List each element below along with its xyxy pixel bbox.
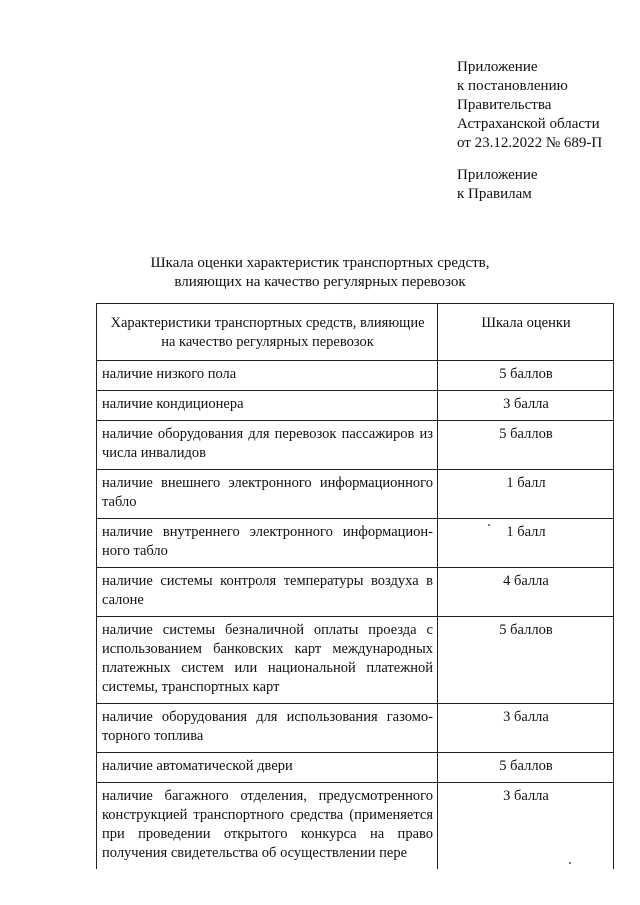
sub-header-line: Приложение	[457, 167, 538, 183]
score-cell: 4 балла	[438, 568, 614, 617]
score-cell: 1 балл	[438, 519, 614, 568]
scan-speck	[569, 862, 571, 864]
characteristic-cell: наличие оборудования для использования газомоторного топлива	[97, 704, 438, 753]
sub-header-line: к Правилам	[457, 186, 532, 202]
characteristic-cell: наличие автоматической двери	[97, 753, 438, 783]
table-row	[97, 421, 614, 470]
score-cell: 3 балла	[438, 391, 614, 421]
score-cell: 5 баллов	[438, 361, 614, 391]
score-cell: 1 балл	[438, 470, 614, 519]
characteristic-cell: наличие внутреннего электронного информационного табло	[97, 519, 438, 568]
characteristic-cell: наличие внешнего электронного информационного табло	[97, 470, 438, 519]
score-cell: 5 баллов	[438, 753, 614, 783]
table-header-row	[97, 304, 614, 361]
table-row	[97, 783, 614, 870]
characteristic-cell: наличие низкого пола	[97, 361, 438, 391]
document-header	[457, 58, 602, 204]
table-row	[97, 519, 614, 568]
title-line-2: влияющих на качество регулярных перевозок	[174, 274, 466, 290]
characteristic-cell: наличие оборудования для перевозок пассажиров из числа инвалидов	[97, 421, 438, 470]
score-cell: 3 балла	[438, 704, 614, 753]
table-row	[97, 361, 614, 391]
column-header-characteristics: Характеристики транспортных средств, влияющие на качество регулярных перевозок	[97, 304, 438, 361]
column-header-score: Шкала оценки	[438, 304, 614, 361]
characteristic-cell: наличие системы контроля температуры воздуха в салоне	[97, 568, 438, 617]
table-row	[97, 704, 614, 753]
score-cell: 5 баллов	[438, 421, 614, 470]
characteristic-cell: наличие системы безналичной оплаты проезда с использованием банковских карт международных платежных систем или национальной платежной системы, транспортных карт	[97, 617, 438, 704]
header-line: к постановлению	[457, 78, 568, 94]
scan-speck	[488, 524, 490, 526]
characteristic-cell: наличие кондиционера	[97, 391, 438, 421]
header-date-number: от 23.12.2022 № 689-П	[457, 135, 603, 151]
table-row	[97, 617, 614, 704]
score-cell: 3 балла	[438, 783, 614, 870]
characteristic-cell: наличие багажного отделения, предусмотренного конструкцией транспортного средства (применяется при проведении открытого конкурса на право получения свидетельства об осуществлении пере	[97, 783, 438, 870]
table-row	[97, 753, 614, 783]
table-row	[97, 568, 614, 617]
table-row	[97, 391, 614, 421]
header-line: Правительства	[457, 97, 552, 113]
document-title	[0, 254, 640, 292]
scale-table	[96, 303, 614, 869]
header-line: Приложение	[457, 59, 538, 75]
score-cell: 5 баллов	[438, 617, 614, 704]
table-row	[97, 470, 614, 519]
title-line-1: Шкала оценки характеристик транспортных средств,	[150, 255, 490, 271]
header-line: Астраханской области	[457, 116, 600, 132]
